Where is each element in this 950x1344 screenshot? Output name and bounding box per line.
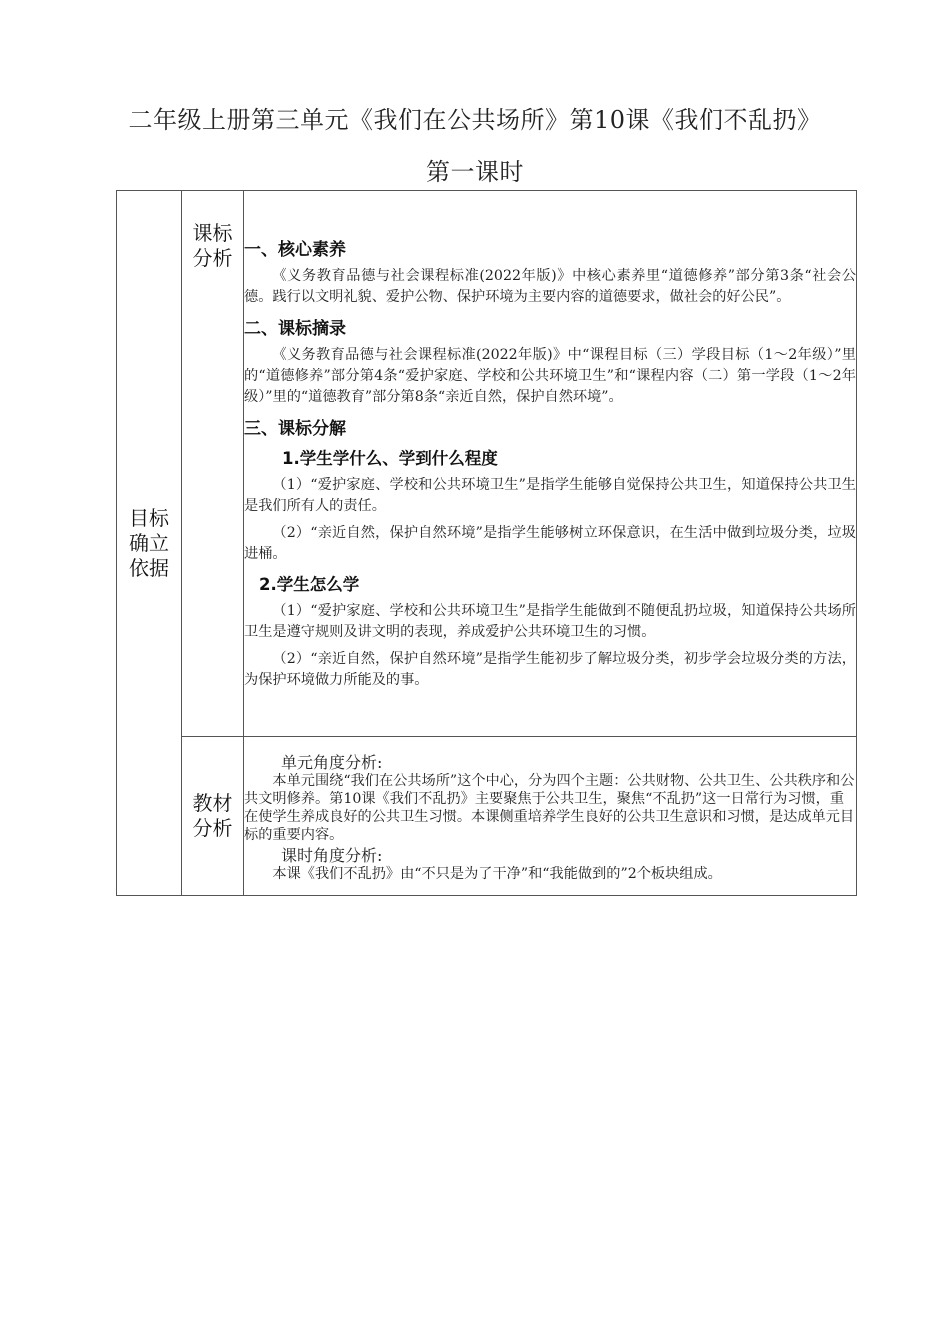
section-label-textbook: 教材分析 [192,791,233,840]
lesson-analysis-table [116,190,857,896]
paragraph: （2）“亲近自然，保护自然环境”是指学生能初步了解垃圾分类，初步学会垃圾分类的方法，为保护环境做力所能及的事。 [244,650,856,688]
paragraph: 本单元围绕“我们在公共场所”这个中心，分为四个主题：公共财物、公共卫生、公共秩序和公共文明修养。第10课《我们不乱扔》主要聚焦于公共卫生，聚焦“不乱扔”这一日常行为习惯，重在使学生养成良好的公共卫生习惯。本课侧重培养学生良好的公共卫生意识和习惯，是达成单元目标的重要内容。 [244,773,855,843]
row-label: 目标确立依据 [129,505,169,580]
table-row [117,191,857,737]
paragraph: 《义务教育品德与社会课程标准(2022年版)》中“课程目标（三）学段目标（1～2年级）”里的“道德修养”部分第4条“爱护家庭、学校和公共环境卫生”和“课程内容（二）第一学段（1～2年级）”里的“道德教育”部分第8条“亲近自然，保护自然环境”。 [244,346,856,405]
table-row [117,737,857,896]
subheading-what-to-learn: 1.学生学什么、学到什么程度 [282,448,498,468]
heading-core-literacy: 一、核心素养 [244,239,346,260]
document-title: 二年级上册第三单元《我们在公共场所》第10课《我们不乱扔》 [128,106,822,134]
row-label-cell [117,191,182,896]
section-label-cell [182,191,244,737]
paragraph: （1）“爱护家庭、学校和公共环境卫生”是指学生能够自觉保持公共卫生，知道保持公共卫生是我们所有人的责任。 [244,476,856,514]
paragraph: （1）“爱护家庭、学校和公共环境卫生”是指学生能做到不随便乱扔垃圾，知道保持公共场所卫生是遵守规则及讲文明的表现，养成爱护公共环境卫生的习惯。 [244,602,856,640]
textbook-analysis-content [244,737,857,896]
subheading-lesson-analysis: 课时角度分析: [281,846,383,865]
paragraph: 《义务教育品德与社会课程标准(2022年版)》中核心素养里“道德修养”部分第3条“社会公德。践行以文明礼貌、爱护公物、保护环境为主要内容的道德要求，做社会的好公民”。 [244,267,856,305]
curriculum-analysis-content [244,191,857,737]
document-subtitle: 第一课时 [426,158,524,186]
paragraph: 本课《我们不乱扔》由“不只是为了干净”和“我能做到的”2个板块组成。 [272,866,722,882]
heading-standard-breakdown: 三、课标分解 [244,418,346,439]
paragraph: （2）“亲近自然，保护自然环境”是指学生能够树立环保意识，在生活中做到垃圾分类，垃圾进桶。 [244,524,856,562]
heading-standard-excerpt: 二、课标摘录 [244,318,346,339]
section-label-cell [182,737,244,896]
section-label-curriculum: 课标分析 [192,221,233,270]
subheading-unit-analysis: 单元角度分析: [281,753,383,772]
subheading-how-to-learn: 2.学生怎么学 [259,574,360,594]
